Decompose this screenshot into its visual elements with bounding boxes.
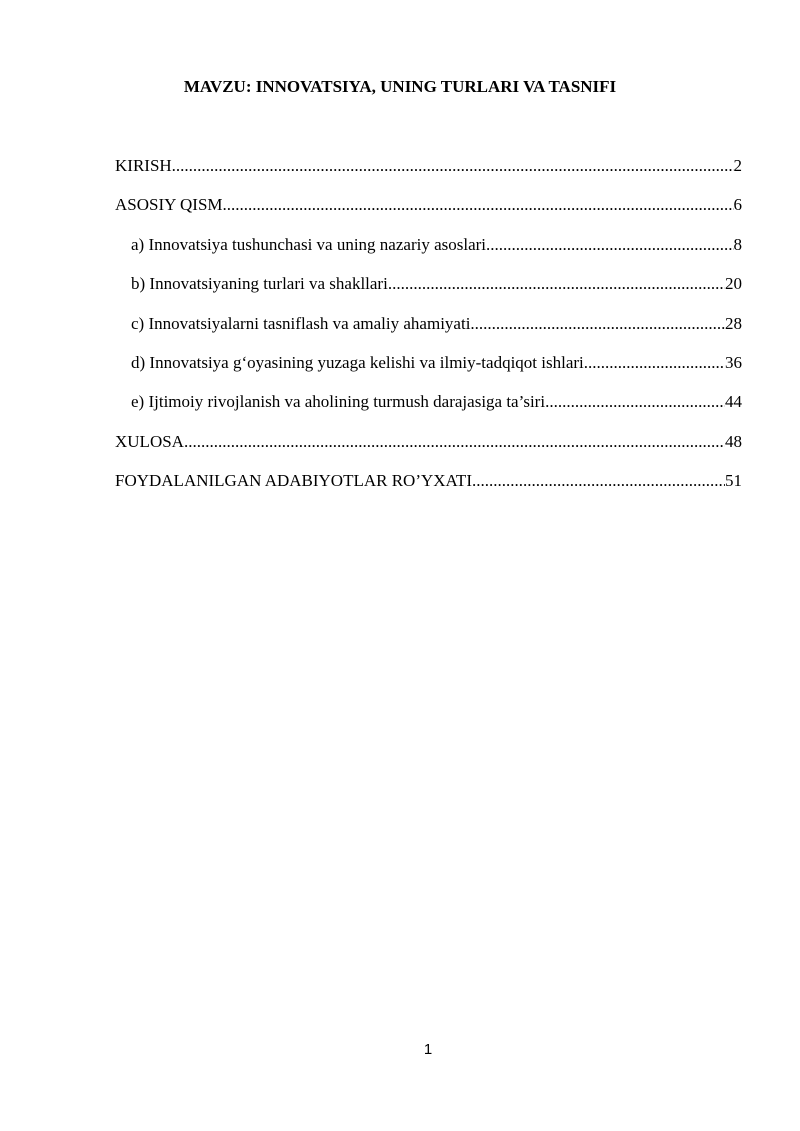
toc-subentry[interactable] [115,392,742,431]
toc-entry-page: 44 [725,392,742,412]
toc-subentry[interactable] [115,235,742,274]
toc-leader-dots [470,314,725,334]
toc-entry[interactable] [115,195,742,234]
toc-entry-page: 8 [733,234,742,254]
toc-leader-dots [545,392,725,412]
toc-entry-label: b) Innovatsiyaning turlari va shakllari [131,274,388,294]
toc-subentry[interactable] [115,353,742,392]
toc-entry-label: FOYDALANILGAN ADABIYOTLAR RO’YXATI [115,471,472,491]
toc-subentry[interactable] [115,314,742,353]
toc-leader-dots [388,274,725,294]
toc-entry-label: XULOSA [115,431,184,451]
toc-entry[interactable] [115,156,742,195]
toc-entry[interactable] [115,432,742,471]
toc-entry[interactable] [115,471,742,510]
toc-leader-dots [584,353,725,373]
toc-leader-dots [472,471,725,491]
toc-leader-dots [486,235,733,255]
toc-leader-dots [223,195,734,215]
toc-entry-page: 36 [725,352,742,372]
toc-entry-label: KIRISH [115,156,172,175]
toc-leader-dots [172,156,734,176]
page-number: 1 [423,1041,433,1058]
toc-subentry[interactable] [115,274,742,313]
toc-entry-label: a) Innovatsiya tushunchasi va uning nazariy asoslari [131,234,487,254]
toc-entry-page: 48 [725,431,742,451]
toc-entry-page: 51 [725,471,742,491]
toc-entry-page: 20 [725,274,742,294]
document-title: MAVZU: INNOVATSIYA, UNING TURLARI VA TASNIFI [183,77,617,96]
toc-entry-label: d) Innovatsiya g‘oyasining yuzaga kelishi va ilmiy-tadqiqot ishlari [131,352,584,372]
toc-entry-page: 6 [733,195,742,215]
toc-entry-page: 2 [733,156,742,175]
toc-entry-label: ASOSIY QISM [115,195,223,215]
toc-entry-label: e) Ijtimoiy rivojlanish va aholining turmush darajasiga ta’siri [131,392,546,412]
toc-entry-label: c) Innovatsiyalarni tasniflash va amaliy ahamiyati [131,313,471,333]
toc-leader-dots [184,432,725,452]
table-of-contents [115,156,742,511]
toc-entry-page: 28 [725,313,742,333]
